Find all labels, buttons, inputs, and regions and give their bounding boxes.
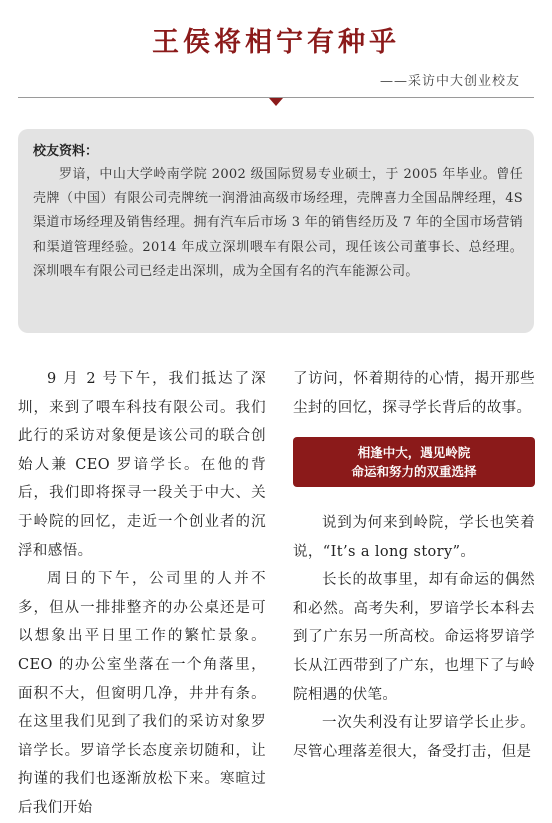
section-heading-line1: 相逢中大，遇见岭院 bbox=[357, 445, 471, 460]
section-heading-line2: 命运和努力的双重选择 bbox=[351, 464, 477, 479]
article-column-right bbox=[293, 509, 535, 766]
article-column-left bbox=[18, 365, 266, 823]
divider-arrow-icon bbox=[269, 98, 283, 106]
article-paragraph: 长长的故事里，却有命运的偶然和必然。高考失利，罗谙学长本科去到了广东另一所高校。命运将罗谙学长从江西带到了广东，也埋下了与岭院相遇的伏笔。 bbox=[293, 572, 535, 703]
article-subtitle: ——采访中大创业校友 bbox=[379, 74, 520, 89]
article-paragraph-continued: 了访问，怀着期待的心情，揭开那些尘封的回忆，探寻学长背后的故事。 bbox=[293, 371, 535, 416]
section-heading-badge bbox=[293, 437, 535, 487]
profile-text: 罗谙，中山大学岭南学院 2002 级国际贸易专业硕士，于 2005 年毕业。曾任壳牌（中国）有限公司壳牌统一润滑油高级市场经理，壳牌喜力全国品牌经理，4S 渠道市场经理及销售经理。拥有汽车后市场 3 年的销售经历及 7 年的全国市场营销和渠道管理经验。2014 年成立深圳喂车有限公司，现任该公司董事长、总经理。深圳喂车有限公司已经走出深圳，成为全国有名的汽车能源公司。 bbox=[33, 167, 523, 279]
article-paragraph: 说到为何来到岭院，学长也笑着说，“It’s a long story”。 bbox=[293, 515, 535, 560]
article-column-right-top bbox=[293, 365, 535, 422]
article-paragraph: 9 月 2 号下午，我们抵达了深圳，来到了喂车科技有限公司。我们此行的采访对象便是该公司的联合创始人兼 CEO 罗谙学长。在他的背后，我们即将探寻一段关于中大、关于岭院的回忆，走近一个创业者的沉浮和感悟。 bbox=[18, 371, 266, 559]
article-paragraph: 周日的下午，公司里的人并不多，但从一排排整齐的办公桌还是可以想象出平日里工作的繁忙景象。CEO 的办公室坐落在一个角落里，面积不大，但窗明几净，井井有条。在这里我们见到了我们的采访对象罗谙学长。罗谙学长态度亲切随和，让拘谨的我们也逐渐放松下来。寒暄过后我们开始 bbox=[18, 571, 266, 816]
article-title: 王侯将相宁有种乎 bbox=[152, 27, 400, 58]
alumni-profile-box bbox=[18, 129, 534, 333]
article-paragraph: 一次失利没有让罗谙学长止步。尽管心理落差很大，备受打击，但是 bbox=[293, 715, 535, 760]
profile-heading: 校友资料： bbox=[33, 144, 99, 159]
